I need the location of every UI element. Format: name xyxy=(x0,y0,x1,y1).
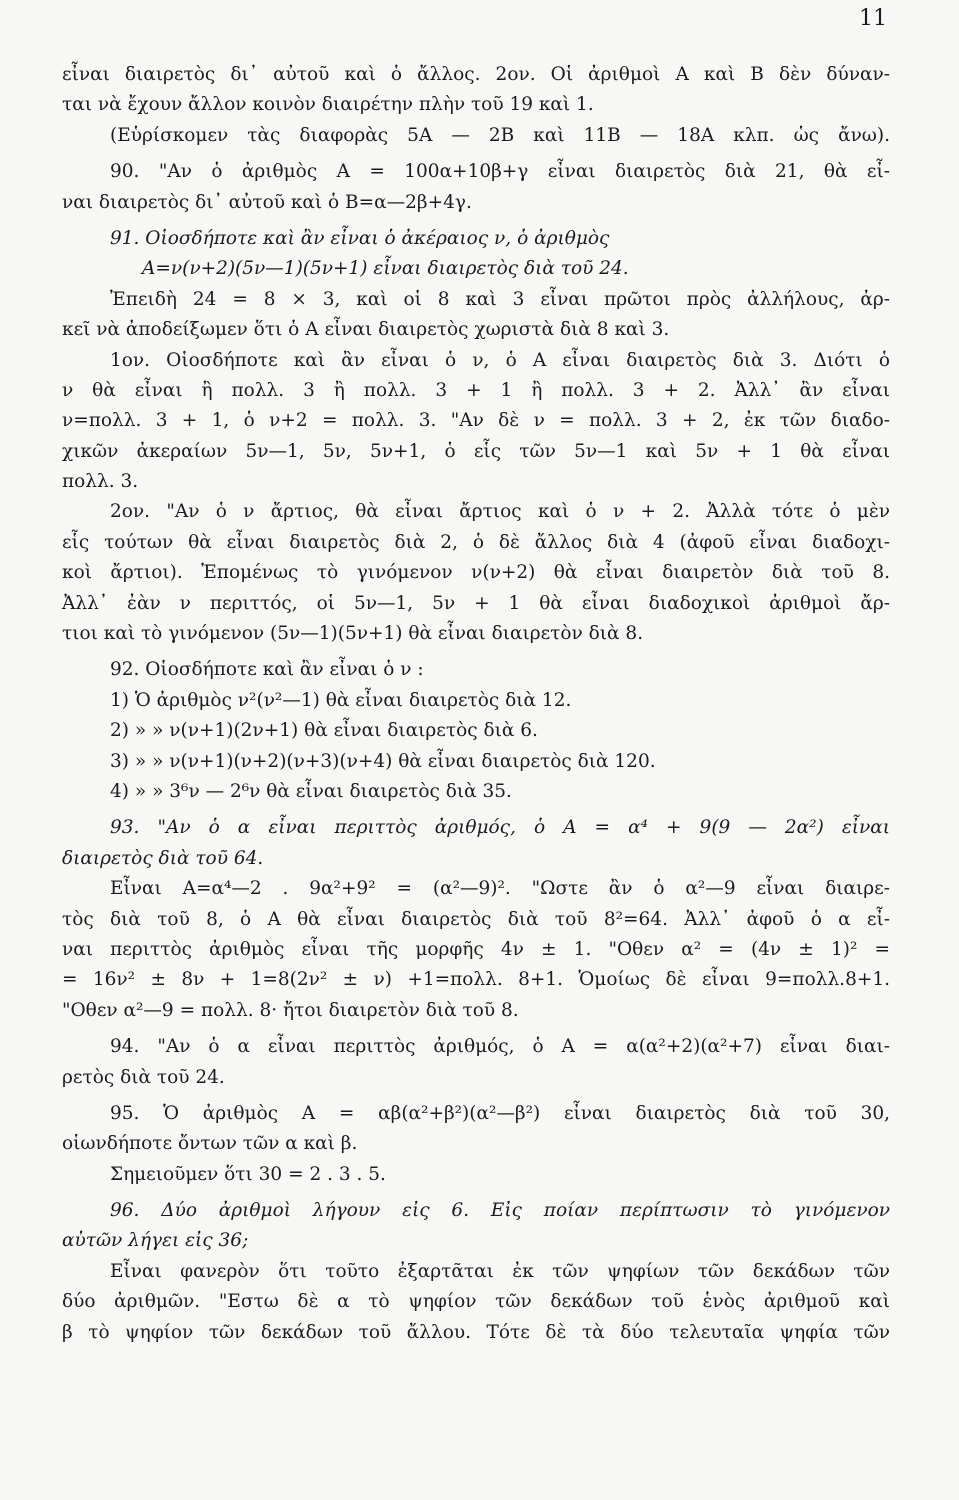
text-line: 3) » » ν(ν+1)(ν+2)(ν+3)(ν+4) θὰ εἶναι διαιρετὸς διὰ 120. xyxy=(110,750,656,772)
text-line: ρετὸς διὰ τοῦ 24. xyxy=(62,1066,225,1088)
text-line: 1) Ὁ ἀριθμὸς ν²(ν²—1) θὰ εἶναι διαιρετὸς διὰ 12. xyxy=(110,689,572,711)
text-line: 94. "Αν ὁ α εἶναι περιττὸς ἀριθμός, ὁ Α = α(α²+2)(α²+7) εἶναι διαι- xyxy=(110,1036,890,1058)
text-line: διαιρετὸς διὰ τοῦ 64. xyxy=(62,847,264,869)
text-line: εἷς τούτων θὰ εἶναι διαιρετὸς διὰ 2, ὁ δὲ ἄλλος διὰ 4 (ἀφοῦ εἶναι διαδοχι- xyxy=(62,531,890,553)
text-line: εἶναι διαιρετὸς δι᾽ αὐτοῦ καὶ ὁ ἄλλος. 2ον. Οἱ ἀριθμοὶ Α καὶ Β δὲν δύναν- xyxy=(62,64,890,85)
text-line: "Οθεν α²—9 = πολλ. 8· ἤτοι διαιρετὸν διὰ τοῦ 8. xyxy=(62,999,519,1021)
page-body xyxy=(62,60,890,1348)
text-line: = 16ν² ± 8ν + 1=8(2ν² ± ν) +1=πολλ. 8+1. Ὁμοίως δὲ εἶναι 9=πολλ.8+1. xyxy=(62,969,890,991)
text-line: αὐτῶν λήγει εἰς 36; xyxy=(62,1230,249,1252)
text-line: ν θὰ εἶναι ἢ πολλ. 3 ἢ πολλ. 3 + 1 ἢ πολλ. 3 + 2. Ἀλλ᾽ ἂν εἶναι xyxy=(62,379,890,401)
text-line: Εἶναι Α=α⁴—2 . 9α²+9² = (α²—9)². "Ωστε ἂν ὁ α²—9 εἶναι διαιρε- xyxy=(110,878,890,900)
text-line: χικῶν ἀκεραίων 5ν—1, 5ν, 5ν+1, ὁ εἷς τῶν 5ν—1 καὶ 5ν + 1 θὰ εἶναι xyxy=(62,440,890,462)
text-line: πολλ. 3. xyxy=(62,471,139,493)
text-line: ν=πολλ. 3 + 1, ὁ ν+2 = πολλ. 3. "Αν δὲ ν = πολλ. 3 + 2, ἐκ τῶν διαδο- xyxy=(62,410,890,432)
page-number: 11 xyxy=(859,6,887,31)
text-line: 2) » » ν(ν+1)(2ν+1) θὰ εἶναι διαιρετὸς διὰ 6. xyxy=(110,720,538,742)
text-line: τιοι καὶ τὸ γινόμενον (5ν—1)(5ν+1) θὰ εἶναι διαιρετὸν διὰ 8. xyxy=(62,623,644,645)
text-line: Ἐπειδὴ 24 = 8 × 3, καὶ οἱ 8 καὶ 3 εἶναι πρῶτοι πρὸς ἀλλήλους, ἀρ- xyxy=(110,288,890,310)
text-line: 93. "Αν ὁ α εἶναι περιττὸς ἀριθμός, ὁ Α = α⁴ + 9(9 — 2α²) εἶναι xyxy=(110,817,890,839)
text-line: δύο ἀριθμῶν. "Εστω δὲ α τὸ ψηφίον τῶν δεκάδων τοῦ ἑνὸς ἀριθμοῦ καὶ xyxy=(62,1291,890,1313)
text-line: Σημειοῦμεν ὅτι 30 = 2 . 3 . 5. xyxy=(110,1163,386,1185)
text-line: Ἀλλ᾽ ἐὰν ν περιττός, οἱ 5ν—1, 5ν + 1 θὰ εἶναι διαδοχικοὶ ἀριθμοὶ ἄρ- xyxy=(62,592,890,614)
text-line: κοὶ ἄρτιοι). Ἑπομένως τὸ γινόμενον ν(ν+2) θὰ εἶναι διαιρετὸν διὰ τοῦ 8. xyxy=(62,562,890,584)
text-line: 2ον. "Αν ὁ ν ἄρτιος, θὰ εἶναι ἄρτιος καὶ ὁ ν + 2. Ἀλλὰ τότε ὁ μὲν xyxy=(110,501,890,523)
text-line: 91. Οἱοσδήποτε καὶ ἂν εἶναι ὁ ἀκέραιος ν, ὁ ἀριθμὸς xyxy=(110,227,610,249)
text-line: οἱωνδήποτε ὄντων τῶν α καὶ β. xyxy=(62,1133,358,1155)
text-line: 92. Οἱοσδήποτε καὶ ἂν εἶναι ὁ ν : xyxy=(110,659,424,681)
text-line: ναι διαιρετὸς δι᾽ αὐτοῦ καὶ ὁ Β=α—2β+4γ. xyxy=(62,191,472,213)
text-line: 4) » » 3⁶ν — 2⁶ν θὰ εἶναι διαιρετὸς διὰ 35. xyxy=(110,780,512,802)
text-line: ναι περιττὸς ἀριθμὸς εἶναι τῆς μορφῆς 4ν ± 1. "Οθεν α² = (4ν ± 1)² = xyxy=(62,938,890,960)
text-line: (Εὑρίσκομεν τὰς διαφορὰς 5Α — 2Β καὶ 11Β — 18Α κλπ. ὡς ἄνω). xyxy=(110,124,890,146)
text-line: τὸς διὰ τοῦ 8, ὁ Α θὰ εἶναι διαιρετὸς διὰ τοῦ 8²=64. Ἀλλ᾽ ἀφοῦ ὁ α εἶ- xyxy=(62,908,890,930)
text-line: 96. Δύο ἀριθμοὶ λήγουν εἰς 6. Εἰς ποίαν περίπτωσιν τὸ γινόμενον xyxy=(110,1200,890,1222)
text-line: Εἶναι φανερὸν ὅτι τοῦτο ἐξαρτᾶται ἐκ τῶν ψηφίων τῶν δεκάδων τῶν xyxy=(110,1260,890,1282)
text-line: 95. Ὁ ἀριθμὸς Α = αβ(α²+β²)(α²—β²) εἶναι διαιρετὸς διὰ τοῦ 30, xyxy=(110,1102,890,1124)
text-line: Α=ν(ν+2)(5ν—1)(5ν+1) εἶναι διαιρετὸς διὰ τοῦ 24. xyxy=(142,258,629,280)
text-line: ται νὰ ἔχουν ἄλλον κοινὸν διαιρέτην πλὴν τοῦ 19 καὶ 1. xyxy=(62,94,594,116)
text-line: κεῖ νὰ ἀποδείξωμεν ὅτι ὁ Α εἶναι διαιρετὸς χωριστὰ διὰ 8 καὶ 3. xyxy=(62,319,670,341)
text-line: β τὸ ψηφίον τῶν δεκάδων τοῦ ἄλλου. Τότε δὲ τὰ δύο τελευταῖα ψηφία τῶν xyxy=(62,1321,890,1343)
text-line: 1ον. Οἱοσδήποτε καὶ ἂν εἶναι ὁ ν, ὁ Α εἶναι διαιρετὸς διὰ 3. Διότι ὁ xyxy=(110,349,890,371)
text-line: 90. "Αν ὁ ἀριθμὸς Α = 100α+10β+γ εἶναι διαιρετὸς διὰ 21, θὰ εἶ- xyxy=(110,161,890,183)
